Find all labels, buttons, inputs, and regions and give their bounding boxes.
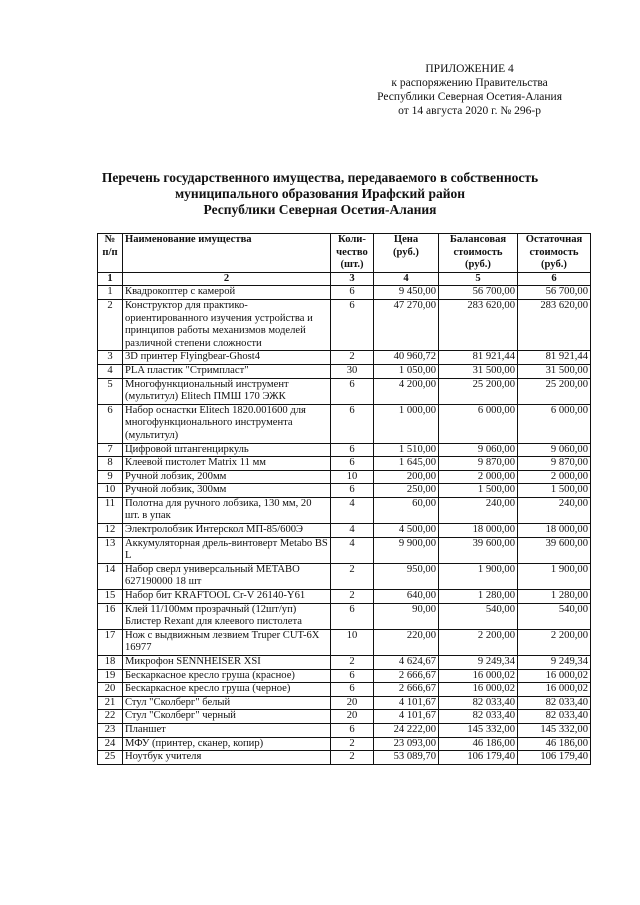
item-balance-value: 56 700,00: [439, 286, 518, 300]
table-row: [98, 751, 591, 765]
item-name: Нож с выдвижным лезвием Truper CUT-6X 16977: [123, 629, 331, 655]
item-quantity: 6: [331, 286, 374, 300]
item-name: Стул "Сколберг" белый: [123, 696, 331, 710]
item-name: Набор бит KRAFTOOL Cr-V 26140-Y61: [123, 590, 331, 604]
item-residual-value: 283 620,00: [518, 299, 591, 350]
item-name: Набор оснастки Elitech 1820.001600 для многофункционального инструмента (мультитул): [123, 404, 331, 443]
item-name: Цифровой штангенциркуль: [123, 443, 331, 457]
item-price: 24 222,00: [374, 723, 439, 737]
item-balance-value: 240,00: [439, 497, 518, 523]
item-balance-value: 540,00: [439, 603, 518, 629]
decree-reference: к распоряжению Правительства: [391, 77, 548, 89]
item-price: 53 089,70: [374, 751, 439, 765]
item-quantity: 6: [331, 669, 374, 683]
row-number: 15: [98, 590, 123, 604]
header-residual-value: Остаточная стоимость (руб.): [518, 234, 591, 273]
row-number: 2: [98, 299, 123, 350]
table-row: [98, 443, 591, 457]
item-name: Ручной лобзик, 300мм: [123, 484, 331, 498]
item-quantity: 6: [331, 378, 374, 404]
table-row: [98, 563, 591, 589]
item-residual-value: 6 000,00: [518, 404, 591, 443]
table-row: [98, 696, 591, 710]
item-name: Многофункциональный инструмент (мультитул) Elitech ПМШ 170 ЭЖК: [123, 378, 331, 404]
title-line-2: муниципального образования Ирафский район: [174, 186, 466, 201]
item-residual-value: 9 870,00: [518, 457, 591, 471]
item-name: Планшет: [123, 723, 331, 737]
item-name: Полотна для ручного лобзика, 130 мм, 20 шт. в упак: [123, 497, 331, 523]
item-residual-value: 9 249,34: [518, 656, 591, 670]
row-number: 11: [98, 497, 123, 523]
table-row: [98, 737, 591, 751]
item-quantity: 2: [331, 590, 374, 604]
column-number: 1: [98, 272, 123, 286]
row-number: 22: [98, 710, 123, 724]
item-quantity: 6: [331, 443, 374, 457]
item-quantity: 6: [331, 723, 374, 737]
column-number: 3: [331, 272, 374, 286]
table-row: [98, 457, 591, 471]
column-number: 5: [439, 272, 518, 286]
item-quantity: 10: [331, 629, 374, 655]
item-quantity: 2: [331, 751, 374, 765]
title-line-1: Перечень государственного имущества, передаваемого в собственность: [101, 170, 539, 185]
header-price: Цена (руб.): [374, 234, 439, 273]
item-balance-value: 81 921,44: [439, 351, 518, 365]
item-quantity: 4: [331, 537, 374, 563]
item-quantity: 4: [331, 497, 374, 523]
item-residual-value: 9 060,00: [518, 443, 591, 457]
item-price: 1 000,00: [374, 404, 439, 443]
item-name: Клей 11/100мм прозрачный (12шт/уп) Блистер Rexant для клеевого пистолета: [123, 603, 331, 629]
appendix-label: ПРИЛОЖЕНИЕ 4: [425, 63, 514, 75]
item-balance-value: 39 600,00: [439, 537, 518, 563]
item-residual-value: 18 000,00: [518, 524, 591, 538]
item-quantity: 10: [331, 470, 374, 484]
item-balance-value: 1 500,00: [439, 484, 518, 498]
row-number: 16: [98, 603, 123, 629]
item-price: 60,00: [374, 497, 439, 523]
item-quantity: 2: [331, 351, 374, 365]
item-price: 4 624,67: [374, 656, 439, 670]
column-number: 4: [374, 272, 439, 286]
item-name: 3D принтер Flyingbear-Ghost4: [123, 351, 331, 365]
item-balance-value: 18 000,00: [439, 524, 518, 538]
item-residual-value: 540,00: [518, 603, 591, 629]
table-row: [98, 629, 591, 655]
item-price: 2 666,67: [374, 683, 439, 697]
republic-name: Республики Северная Осетия-Алания: [377, 91, 562, 103]
row-number: 4: [98, 364, 123, 378]
item-balance-value: 31 500,00: [439, 364, 518, 378]
item-quantity: 6: [331, 484, 374, 498]
item-price: 1 050,00: [374, 364, 439, 378]
row-number: 1: [98, 286, 123, 300]
item-residual-value: 240,00: [518, 497, 591, 523]
item-price: 1 645,00: [374, 457, 439, 471]
table-row: [98, 710, 591, 724]
item-balance-value: 25 200,00: [439, 378, 518, 404]
item-quantity: 6: [331, 683, 374, 697]
item-name: PLA пластик "Стримпласт": [123, 364, 331, 378]
item-residual-value: 145 332,00: [518, 723, 591, 737]
item-balance-value: 82 033,40: [439, 710, 518, 724]
decree-date-number: от 14 августа 2020 г. № 296-р: [398, 105, 542, 117]
item-residual-value: 82 033,40: [518, 696, 591, 710]
item-balance-value: 6 000,00: [439, 404, 518, 443]
item-price: 4 200,00: [374, 378, 439, 404]
item-name: Ноутбук учителя: [123, 751, 331, 765]
item-price: 47 270,00: [374, 299, 439, 350]
item-price: 4 101,67: [374, 696, 439, 710]
table-row: [98, 497, 591, 523]
table-row: [98, 286, 591, 300]
item-balance-value: 1 280,00: [439, 590, 518, 604]
row-number: 25: [98, 751, 123, 765]
table-row: [98, 683, 591, 697]
table-row: [98, 299, 591, 350]
item-quantity: 6: [331, 603, 374, 629]
item-price: 200,00: [374, 470, 439, 484]
item-balance-value: 9 249,34: [439, 656, 518, 670]
header-name: Наименование имущества: [123, 234, 331, 273]
item-quantity: 30: [331, 364, 374, 378]
title-line-3: Республики Северная Осетия-Алания: [203, 202, 437, 217]
item-residual-value: 1 500,00: [518, 484, 591, 498]
item-balance-value: 16 000,02: [439, 683, 518, 697]
item-quantity: 2: [331, 563, 374, 589]
item-quantity: 6: [331, 457, 374, 471]
table-row: [98, 590, 591, 604]
table-row: [98, 723, 591, 737]
table-row: [98, 669, 591, 683]
row-number: 12: [98, 524, 123, 538]
row-number: 21: [98, 696, 123, 710]
header-balance-value: Балансовая стоимость (руб.): [439, 234, 518, 273]
row-number: 9: [98, 470, 123, 484]
item-residual-value: 1 900,00: [518, 563, 591, 589]
item-residual-value: 25 200,00: [518, 378, 591, 404]
item-quantity: 20: [331, 696, 374, 710]
item-price: 4 101,67: [374, 710, 439, 724]
column-number: 6: [518, 272, 591, 286]
header-quantity: Коли- чество (шт.): [331, 234, 374, 273]
item-name: Аккумуляторная дрель-винтоверт Metabo BS L: [123, 537, 331, 563]
item-balance-value: 145 332,00: [439, 723, 518, 737]
table-row: [98, 378, 591, 404]
item-price: 220,00: [374, 629, 439, 655]
item-price: 950,00: [374, 563, 439, 589]
item-residual-value: 16 000,02: [518, 683, 591, 697]
item-residual-value: 82 033,40: [518, 710, 591, 724]
item-price: 9 450,00: [374, 286, 439, 300]
item-name: Квадрокоптер с камерой: [123, 286, 331, 300]
item-price: 250,00: [374, 484, 439, 498]
item-balance-value: 2 000,00: [439, 470, 518, 484]
item-balance-value: 283 620,00: [439, 299, 518, 350]
item-residual-value: 106 179,40: [518, 751, 591, 765]
table-row: [98, 524, 591, 538]
item-name: Клеевой пистолет Matrix 11 мм: [123, 457, 331, 471]
item-quantity: 20: [331, 710, 374, 724]
item-name: Ручной лобзик, 200мм: [123, 470, 331, 484]
row-number: 24: [98, 737, 123, 751]
item-name: Конструктор для практико-ориентированного изучения устройства и принципов работы механизмов моделей различной степени сложности: [123, 299, 331, 350]
row-number: 10: [98, 484, 123, 498]
item-residual-value: 2 000,00: [518, 470, 591, 484]
item-price: 1 510,00: [374, 443, 439, 457]
item-price: 640,00: [374, 590, 439, 604]
header-number: № п/п: [98, 234, 123, 273]
row-number: 20: [98, 683, 123, 697]
item-residual-value: 2 200,00: [518, 629, 591, 655]
item-price: 40 960,72: [374, 351, 439, 365]
item-balance-value: 9 060,00: [439, 443, 518, 457]
item-quantity: 6: [331, 404, 374, 443]
item-balance-value: 1 900,00: [439, 563, 518, 589]
item-balance-value: 16 000,02: [439, 669, 518, 683]
row-number: 3: [98, 351, 123, 365]
item-name: Бескаркасное кресло груша (черное): [123, 683, 331, 697]
appendix-header: [377, 62, 562, 118]
item-price: 9 900,00: [374, 537, 439, 563]
table-row: [98, 351, 591, 365]
item-price: 90,00: [374, 603, 439, 629]
item-balance-value: 46 186,00: [439, 737, 518, 751]
table-header-row: [98, 234, 591, 273]
row-number: 6: [98, 404, 123, 443]
item-residual-value: 31 500,00: [518, 364, 591, 378]
item-residual-value: 46 186,00: [518, 737, 591, 751]
item-price: 4 500,00: [374, 524, 439, 538]
item-name: Стул "Сколберг" черный: [123, 710, 331, 724]
document-title: [0, 170, 640, 218]
table-row: [98, 484, 591, 498]
item-quantity: 6: [331, 299, 374, 350]
item-residual-value: 16 000,02: [518, 669, 591, 683]
item-name: МФУ (принтер, сканер, копир): [123, 737, 331, 751]
item-balance-value: 9 870,00: [439, 457, 518, 471]
row-number: 7: [98, 443, 123, 457]
table-row: [98, 603, 591, 629]
item-residual-value: 1 280,00: [518, 590, 591, 604]
row-number: 17: [98, 629, 123, 655]
item-residual-value: 81 921,44: [518, 351, 591, 365]
property-table: [97, 233, 591, 765]
row-number: 18: [98, 656, 123, 670]
row-number: 23: [98, 723, 123, 737]
column-number-row: [98, 272, 591, 286]
item-residual-value: 39 600,00: [518, 537, 591, 563]
row-number: 14: [98, 563, 123, 589]
item-quantity: 2: [331, 656, 374, 670]
table-row: [98, 404, 591, 443]
item-residual-value: 56 700,00: [518, 286, 591, 300]
item-price: 23 093,00: [374, 737, 439, 751]
table-row: [98, 656, 591, 670]
table-row: [98, 537, 591, 563]
table-row: [98, 470, 591, 484]
row-number: 19: [98, 669, 123, 683]
item-balance-value: 106 179,40: [439, 751, 518, 765]
item-name: Бескаркасное кресло груша (красное): [123, 669, 331, 683]
item-balance-value: 2 200,00: [439, 629, 518, 655]
item-quantity: 4: [331, 524, 374, 538]
row-number: 13: [98, 537, 123, 563]
row-number: 5: [98, 378, 123, 404]
item-balance-value: 82 033,40: [439, 696, 518, 710]
table-row: [98, 364, 591, 378]
item-name: Электролобзик Интерскол МП-85/600Э: [123, 524, 331, 538]
item-name: Набор сверл универсальный METABO 627190000 18 шт: [123, 563, 331, 589]
column-number: 2: [123, 272, 331, 286]
item-name: Микрофон SENNHEISER XSI: [123, 656, 331, 670]
item-quantity: 2: [331, 737, 374, 751]
item-price: 2 666,67: [374, 669, 439, 683]
row-number: 8: [98, 457, 123, 471]
